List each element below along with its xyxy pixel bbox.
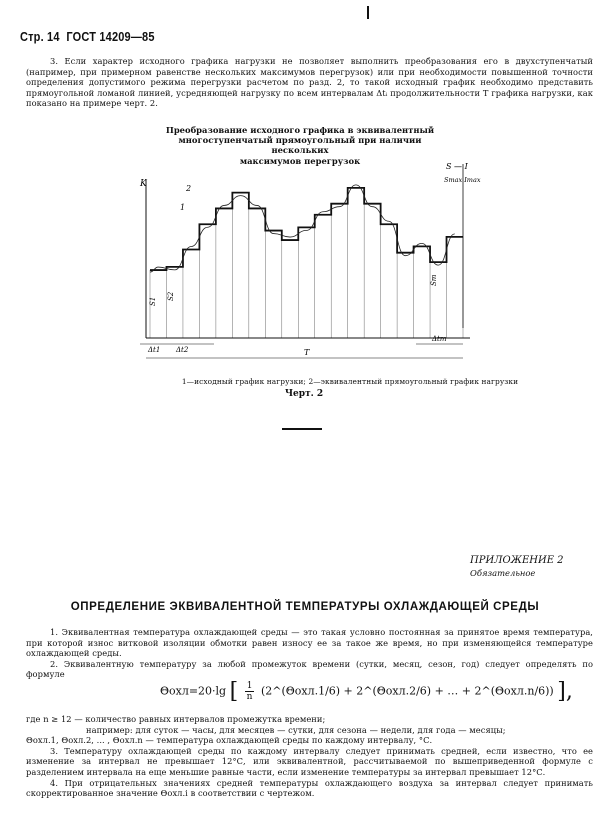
period-label: T <box>304 348 310 357</box>
formula-lhs: Θохл=20·lg <box>160 684 227 698</box>
dt1-label: Δt1 <box>148 346 161 354</box>
curve-1-label: 1 <box>180 203 186 212</box>
figure-title-line-2: многоступенчатый прямоугольный при наличии нескольких <box>178 135 422 156</box>
appendix-title: ПРИЛОЖЕНИЕ 2 <box>470 555 564 566</box>
formula-fraction <box>245 681 255 702</box>
formula-end: ], <box>557 679 573 704</box>
appendix-subtitle: Обязательное <box>470 568 536 578</box>
figure-caption: Черт. 2 <box>284 389 324 399</box>
right-axis-max-label: Smax Imax <box>444 176 481 184</box>
figure-title-line-1: Преобразование исходного графика в эквивалентный <box>165 125 435 135</box>
figure-title-line-3: максимумов перегрузок <box>239 155 361 166</box>
section-title: ОПРЕДЕЛЕНИЕ ЭКВИВАЛЕНТНОЙ ТЕМПЕРАТУРЫ ОХЛАЖДАЮЩЕЙ СРЕДЫ <box>70 601 540 613</box>
s2-label: S2 <box>167 291 175 301</box>
item-1: 1. Эквивалентная температура охлаждающей среды — это такая условно постоянная за принятое время температура, при которой износ витковой изоляции обмотки равен износу ее за такое же время, но при изменяющейся температуре охлаждающей среды. <box>26 627 593 659</box>
standard-number: ГОСТ 14209—85 <box>66 30 155 44</box>
section-divider <box>282 428 322 430</box>
equivalent-step-line <box>150 188 463 270</box>
s1-label: S1 <box>149 296 157 306</box>
curve-2-label: 2 <box>186 184 192 193</box>
item-3: 3. Температуру охлаждающей среды по каждому интервалу следует принимать средней, если известно, что ее изменение за интервал не превышает 12°С, или эквивалентной, рассчитываемой по вышеприведенной формуле с разделением интервала на еще меньшие равные части, если изменение температуры за интервал превышает 12°С. <box>26 745 593 777</box>
body-items-1 <box>26 627 593 680</box>
intro-paragraph <box>26 56 593 109</box>
chart-step-graph <box>150 188 463 270</box>
formula-numerator: 1 <box>246 681 253 691</box>
page-number: Стр. 14 <box>20 30 60 44</box>
right-axis-top-label: S — I <box>446 162 468 171</box>
chart-grid <box>150 188 463 338</box>
equivalent-temperature-formula <box>160 679 573 704</box>
intro-text: 3. Если характер исходного графика нагрузки не позволяет выполнить преобразования его в двухступенчатый (например, при примерном равенстве нескольких максимумов перегрузок) или при необходимости повышенной точности определения допустимого режима перегрузки расчетом по разд. 2, то такой исходный график необходимо представить прямоугольной ломаной линией, усредняющей нагрузку по всем интервалам Δtᵢ продолжительности T графика нагрузки, как показано на примере черт. 2. <box>26 56 593 109</box>
item-4: 4. При отрицательных значениях средней температуры охлаждающего воздуха за интервал следует принимать скорректированное значение Θохл.i в соответствии с чертежом. <box>26 777 593 799</box>
formula-body: (2^(Θохл.1/6) + 2^(Θохл.2/6) + … + 2^(Θохл.n/6)) <box>260 684 554 698</box>
item-2: 2. Эквивалентную температуру за любой промежуток времени (сутки, месяц, сезон, год) следует определять по формуле <box>26 658 593 680</box>
where-line-1: где n ≥ 12 — количество равных интервалов промежутка времени; <box>26 714 326 724</box>
where-line-3: Θохл.1, Θохл.2, ... , Θохл.n — температура охлаждающей среды по каждому интервалу, °С. <box>26 735 433 746</box>
load-graph-chart <box>130 155 481 373</box>
y-axis-label: K <box>140 179 147 189</box>
appendix-heading <box>470 554 595 580</box>
formula-open-bracket: [ <box>229 679 239 704</box>
dt2-label: Δt2 <box>176 346 189 354</box>
sm-label: Sm <box>430 274 438 286</box>
page-mark <box>367 6 369 19</box>
figure-legend: 1—исходный график нагрузки; 2—эквивалентный прямоугольный график нагрузки <box>181 377 519 386</box>
formula-denominator: n <box>246 692 253 702</box>
page-header <box>20 30 155 44</box>
original-load-curve <box>150 185 455 272</box>
dtm-label: Δtm <box>432 335 447 343</box>
where-line-2: например: для суток — часы, для месяцев — сутки, для сезона — недели, для года — месяцы; <box>86 724 506 735</box>
chart-original-curve <box>150 185 455 272</box>
body-items-2 <box>26 714 593 799</box>
